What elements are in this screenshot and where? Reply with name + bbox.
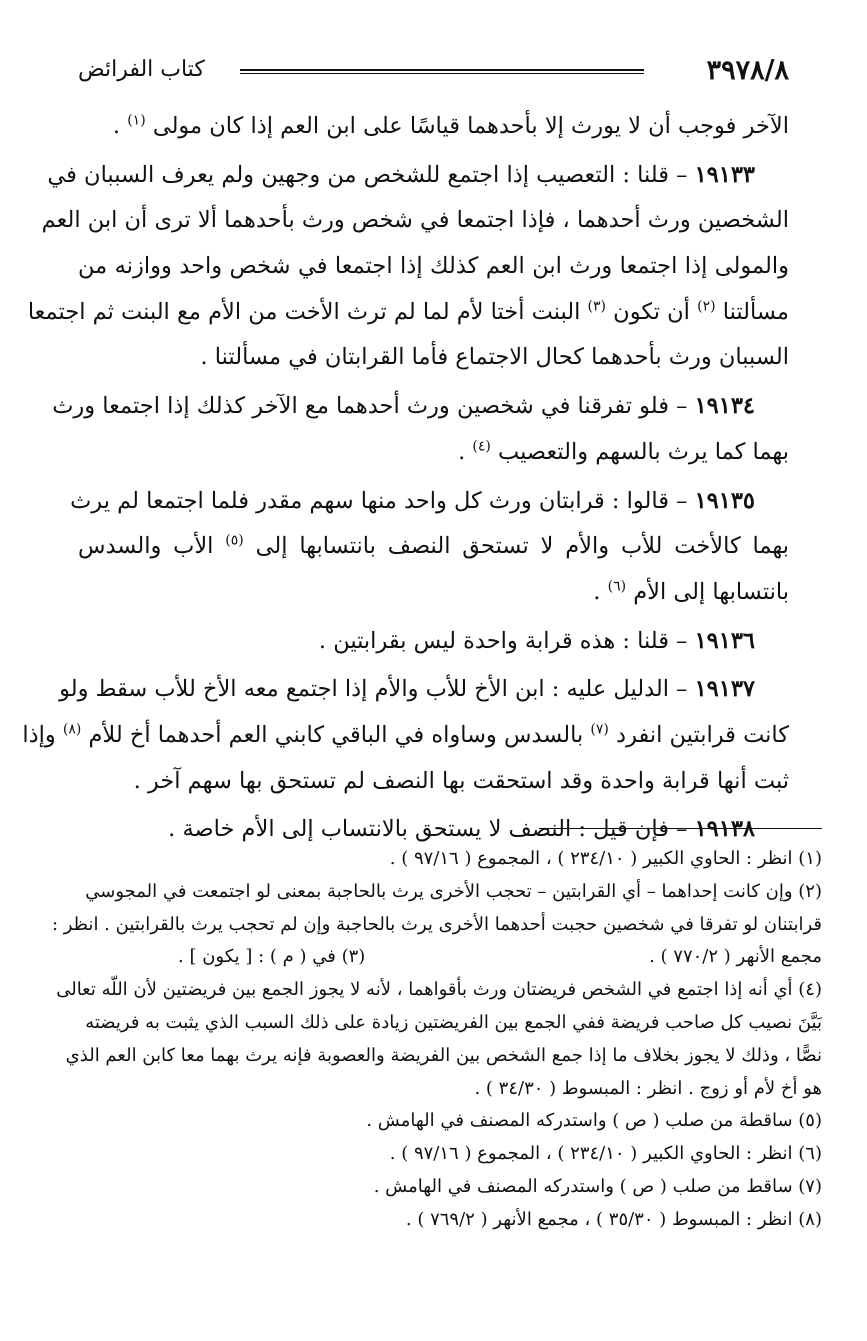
footnote-ref[interactable]: (٢) <box>697 298 716 315</box>
paragraph-19138: ١٩١٣٨ – فإن قيل : النصف لا يستحق بالانتساب إلى الأم خاصة . <box>168 816 755 843</box>
page-header <box>78 55 789 91</box>
footnote-line: قرابتنان لو تفرقا في شخصين حجبت أحدهما الأخرى يرث بالحاجبة وإن لم تحجب يرث بالقرابتين . انظر : <box>51 913 822 935</box>
paragraph-number: ١٩١٣٦ <box>694 627 755 654</box>
paragraph-line: كانت قرابتين انفرد $^{(٧)}$ بالسدس وساواه في الباقي كابني العم أحدهما أخ للأم $^{(٨)}$ وإذا <box>22 721 789 748</box>
footnotes <box>51 843 822 1237</box>
paragraph-line: بهما كما يرث بالسهم والتعصيب $^{(٤)}$ . <box>458 438 789 465</box>
footnote-5: (٥) ساقطة من صلب ( ص ) واستدركه المصنف في الهامش . <box>366 1110 822 1132</box>
footnote-separator <box>539 828 822 829</box>
paragraph-19133: ١٩١٣٣ – قلنا : التعصيب إذا اجتمع للشخص من وجهين ولم يعرف السببان في <box>47 161 755 188</box>
book-title: كتاب الفرائض <box>78 57 205 82</box>
footnote-4: (٤) أي أنه إذا اجتمع في الشخص فريضتان ورث بأقواهما ، لأنه لا يجوز الجمع بين فريضتين لأن اللّه تعالى <box>56 979 822 1001</box>
footnote-ref[interactable]: (٣) <box>587 298 607 315</box>
footnote-1: (١) انظر : الحاوي الكبير ( ٢٣٤/١٠ ) ، المجموع ( ٩٧/١٦ ) . <box>389 848 822 869</box>
footnote-ref[interactable]: (١) <box>127 112 146 129</box>
header-rule <box>240 69 644 74</box>
footnote-3: (٣) في ( م ) : [ يكون ] . <box>178 946 366 968</box>
paragraph-number: ١٩١٣٨ <box>694 816 755 843</box>
paragraph-line: والمولى إذا اجتمعا ورث ابن العم كذلك إذا اجتمعا في شخص واحد ووازنه من <box>78 253 789 280</box>
footnote-ref[interactable]: (٧) <box>590 721 609 738</box>
paragraph-number: ١٩١٣٤ <box>694 393 755 420</box>
footnote-ref[interactable]: (٨) <box>62 721 82 738</box>
paragraph-19137: ١٩١٣٧ – الدليل عليه : ابن الأخ للأب والأم إذا اجتمع معه الأخ للأب سقط ولو <box>59 676 755 703</box>
footnote-line-split <box>78 941 822 974</box>
footnote-line: مجمع الأنهر ( ٧٧٠/٢ ) . <box>649 946 822 968</box>
footnote-6: (٦) انظر : الحاوي الكبير ( ٢٣٤/١٠ ) ، المجموع ( ٩٧/١٦ ) . <box>389 1143 822 1165</box>
footnote-line: بَيَّنَ نصيب كل صاحب فريضة ففي الجمع بين الفريضتين زيادة على ذلك السبب الذي يثبت به فريضته <box>85 1011 822 1033</box>
footnote-7: (٧) ساقط من صلب ( ص ) واستدركه المصنف في الهامش . <box>373 1175 822 1197</box>
paragraph-continuation: الآخر فوجب أن لا يورث إلا بأحدهما قياسًا على ابن العم إذا كان مولى $^{(١)}$ . <box>112 112 789 139</box>
paragraph-number: ١٩١٣٣ <box>694 161 755 188</box>
paragraph-number: ١٩١٣٧ <box>694 676 755 703</box>
paragraph-line: السببان ورث بأحدهما كحال الاجتماع فأما القرابتان في مسألتنا . <box>200 344 789 371</box>
footnote-ref[interactable]: (٥) <box>225 532 244 549</box>
footnote-ref[interactable]: (٦) <box>607 578 627 595</box>
footnote-line: هو أخ لأم أو زوج . انظر : المبسوط ( ٣٤/٣٠ ) . <box>474 1077 822 1099</box>
paragraph-19134: ١٩١٣٤ – فلو تفرقنا في شخصين ورث أحدهما مع الآخر كذلك إذا اجتمعا ورث <box>52 393 755 420</box>
page-number: ٣٩٧٨/٨ <box>706 55 789 86</box>
footnote-ref[interactable]: (٤) <box>472 438 491 455</box>
paragraph-line: بهما كالأخت للأب والأم لا تستحق النصف بانتسابها إلى $^{(٥)}$ الأب والسدس <box>78 532 790 560</box>
footnote-2: (٢) وإن كانت إحداهما – أي القرابتين – تحجب الأخرى يرث بالحاجبة بمعنى لو اجتمعت في المجوسي <box>85 880 822 902</box>
paragraph-19135: ١٩١٣٥ – قالوا : قرابتان ورث كل واحد منها سهم مقدر فلما اجتمعا لم يرث <box>70 487 755 514</box>
paragraph-line: بانتسابها إلى الأم $^{(٦)}$ . <box>593 578 789 605</box>
paragraph-line: ثبت أنها قرابة واحدة وقد استحقت بها النصف لم تستحق بها سهم آخر . <box>133 767 789 794</box>
paragraph-19136: ١٩١٣٦ – قلنا : هذه قرابة واحدة ليس بقرابتين . <box>318 627 755 654</box>
paragraph-line: مسألتنا $^{(٢)}$ أن تكون $^{(٣)}$ البنت أختا لأم لما لم ترث الأخت من الأم مع البنت ثم اجتمعا <box>27 298 789 325</box>
main-text <box>22 104 790 853</box>
paragraph-line: الشخصين ورث أحدهما ، فإذا اجتمعا في شخص ورث بأحدهما ألا ترى أن ابن العم <box>41 207 789 234</box>
footnote-8: (٨) انظر : المبسوط ( ٣٥/٣٠ ) ، مجمع الأنهر ( ٧٦٩/٢ ) . <box>405 1208 822 1230</box>
footnote-line: نصًّا ، وذلك لا يجوز بخلاف ما إذا جمع الشخص بين الفريضة والعصوبة فإنه يرث بهما معا كابن العم الذي <box>65 1044 822 1066</box>
paragraph-number: ١٩١٣٥ <box>694 487 755 514</box>
